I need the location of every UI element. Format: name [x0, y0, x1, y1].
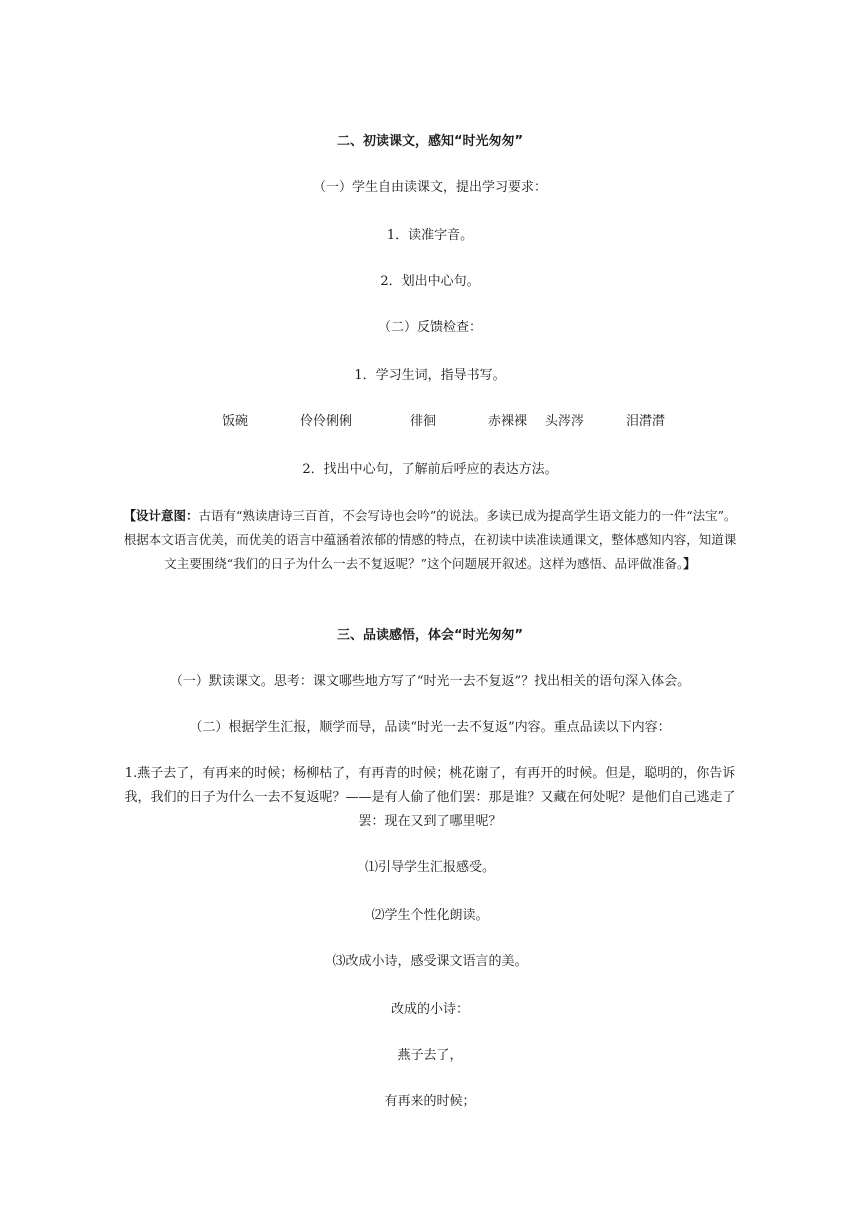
quote-paragraph: 1.燕子去了，有再来的时候；杨柳枯了，有再青的时候；桃花谢了，有再开的时候。但是，聪明的，你告诉我，我们的日子为什么一去不复返呢？——是有人偷了他们罢：那是谁？又藏在何处呢？是他们自己逃走了罢：现在又到了哪里呢？ — [124, 766, 736, 829]
section2-title: 二、初读课文，感知“时光匆匆” — [336, 134, 524, 149]
section2-req1: 1．读准字音。 — [386, 228, 474, 243]
step3: ⑶改成小诗，感受课文语言的美。 — [332, 954, 528, 969]
section2-check1: 1．学习生词，指导书写。 — [354, 368, 506, 383]
design-label: 【设计意图： — [123, 508, 199, 523]
vocab-word: 赤裸裸 — [488, 414, 528, 429]
vocab-word: 伶伶俐俐 — [300, 414, 353, 429]
vocab-word: 头涔涔 — [545, 414, 585, 429]
vocab-word: 饭碗 — [222, 414, 249, 429]
vocabulary-row — [0, 412, 860, 432]
section3-title: 三、品读感悟，体会“时光匆匆” — [336, 628, 524, 643]
section2-item2: （二）反馈检查： — [377, 320, 482, 335]
design-intent — [120, 504, 740, 576]
section3-item2: （二）根据学生汇报，顺学而导，品读“时光一去不复返”内容。重点品读以下内容： — [189, 720, 671, 735]
section2-item1: （一）学生自由读课文，提出学习要求： — [312, 180, 547, 195]
poem-line-2: 有再来的时候； — [384, 1094, 476, 1109]
section3-item1: （一）默读课文。思考：课文哪些地方写了“时光一去不复返”？找出相关的语句深入体会。 — [169, 674, 691, 689]
design-end: 】 — [683, 556, 696, 571]
step1: ⑴引导学生汇报感受。 — [364, 860, 495, 875]
design-text: 古语有“熟读唐诗三百首，不会写诗也会吟”的说法。多读已成为提高学生语文能力的一件“法宝”。根据本文语言优美，而优美的语言中蕴涵着浓郁的情感的特点，在初读中读准读通课文，整体感知内容，知道课文主要围绕“我们的日子为什么一去不复返呢？”这个问题展开叙述。这样为感悟、品评做准备。 — [123, 508, 737, 571]
vocab-word: 徘徊 — [410, 414, 437, 429]
section2-check2: 2．找出中心句，了解前后呼应的表达方法。 — [302, 462, 558, 477]
vocab-word: 泪潸潸 — [626, 414, 666, 429]
section2-req2: 2．划出中心句。 — [380, 274, 480, 289]
poem-line-1: 燕子去了， — [397, 1048, 463, 1063]
step2: ⑵学生个性化朗读。 — [371, 908, 489, 923]
poem-label: 改成的小诗： — [390, 1002, 469, 1017]
